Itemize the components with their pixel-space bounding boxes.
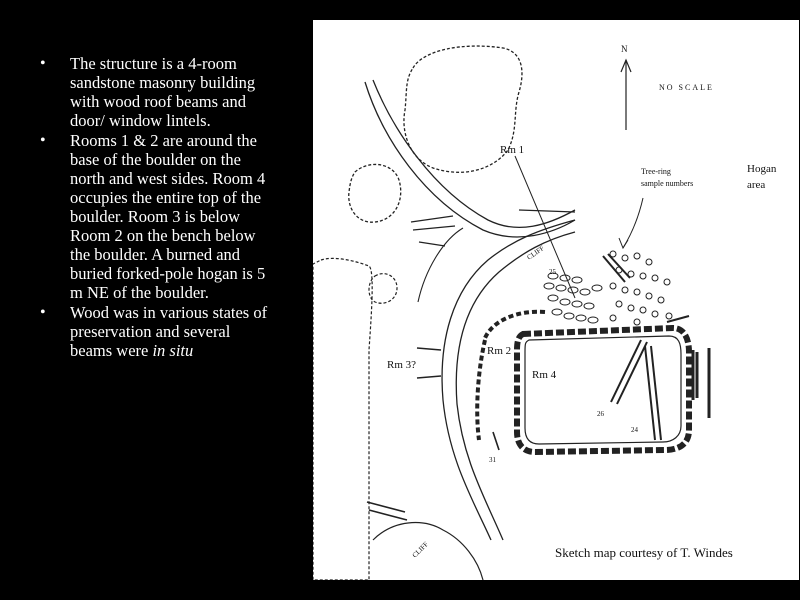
- bullet-rooms: [38, 131, 273, 302]
- room1-label: Rm 1: [500, 144, 525, 156]
- sample-number-24: 24: [631, 426, 638, 434]
- cliff-label-upper: CLIFF: [525, 244, 546, 262]
- left-boulder-3: [313, 258, 372, 580]
- room3-label: Rm 3?: [387, 359, 417, 371]
- room4-wall: [517, 328, 689, 452]
- sample-number-26: 26: [597, 410, 604, 418]
- boulder-rubble: [610, 251, 672, 325]
- bullet-structure-text: The structure is a 4-room sandstone masonry building with wood roof beams and door/ window lintels.: [70, 54, 256, 130]
- bullet-structure: [38, 54, 273, 130]
- tree-ring-label-line1: Tree-ring: [641, 167, 671, 176]
- right-wall-fragments: [693, 348, 709, 418]
- sample-number-31: 31: [489, 456, 496, 464]
- map-credit: Sketch map courtesy of T. Windes: [555, 545, 733, 560]
- no-scale-label: NO SCALE: [659, 83, 714, 92]
- room4-label: Rm 4: [532, 369, 557, 381]
- bullet-list: [38, 54, 273, 361]
- room4-wall-inner: [525, 336, 681, 444]
- left-boulder-1: [349, 164, 401, 222]
- hogan-label-line1: Hogan: [747, 163, 777, 175]
- bullet-wood-italic: in situ: [152, 341, 194, 360]
- cliff-lower-curve: [373, 523, 483, 580]
- lower-left-beams: [367, 502, 407, 520]
- cliff-line-3: [418, 228, 463, 302]
- room3-wall: [477, 340, 485, 440]
- drainage-line-2: [365, 82, 575, 237]
- bullet-wood: [38, 303, 273, 360]
- cliff-label-lower: CLIFF: [410, 540, 430, 560]
- bullet-rooms-text: Rooms 1 & 2 are around the base of the boulder on the north and west sides. Room 4 occupies the entire top of the boulder. Room 3 is below Room 2 on the bench below the boulder. A burned and buried forked-pole hogan is 5 m NE of the boulder.: [70, 131, 266, 302]
- sample-number-25: 25: [549, 268, 556, 276]
- hogan-label-line2: area: [747, 179, 766, 191]
- tree-ring-label-line2: sample numbers: [641, 179, 694, 188]
- bullet-wood-text: Wood was in various states of preservation and several beams were: [70, 303, 268, 360]
- left-boulder-2: [369, 274, 397, 304]
- room1-rubble: [544, 273, 602, 323]
- sketch-map-drawing: [313, 20, 799, 580]
- room3-beams: [417, 348, 499, 450]
- north-label: N: [621, 44, 628, 54]
- room4-beams: [611, 340, 661, 440]
- sketch-map: [313, 20, 799, 580]
- room2-label: Rm 2: [487, 345, 512, 357]
- drainage-line-1: [373, 80, 575, 227]
- north-arrow: [621, 60, 631, 130]
- callout-lines: [515, 156, 643, 298]
